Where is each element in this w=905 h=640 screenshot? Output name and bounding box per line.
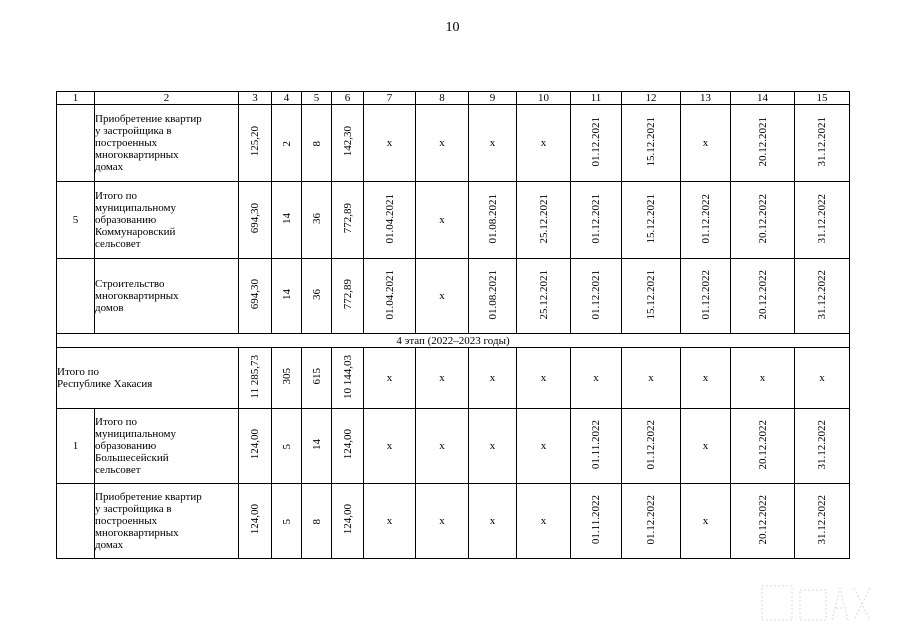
value-cell	[239, 105, 272, 182]
value-cell	[517, 484, 571, 559]
cell-value: 124,00	[249, 429, 261, 460]
value-cell	[272, 484, 302, 559]
header-cell: 7	[364, 92, 416, 105]
value-cell	[332, 182, 364, 259]
cell-value: 36	[310, 213, 323, 224]
stage-title: 4 этап (2022–2023 годы)	[57, 334, 850, 348]
header-row	[57, 92, 850, 105]
table-row	[57, 409, 850, 484]
table-row	[57, 259, 850, 334]
row-number	[57, 105, 95, 182]
cell-value: 01.08.2021	[486, 193, 499, 244]
value-cell	[364, 484, 416, 559]
header-cell: 15	[795, 92, 850, 105]
value-cell	[622, 105, 681, 182]
value-cell	[795, 409, 850, 484]
value-cell	[517, 409, 571, 484]
cell-value: 01.11.2022	[590, 494, 602, 545]
header-cell: 12	[622, 92, 681, 105]
header-cell: 3	[239, 92, 272, 105]
cell-value: 20.12.2022	[756, 193, 769, 244]
cell-value: x	[386, 372, 393, 384]
value-cell	[469, 105, 517, 182]
value-cell	[239, 259, 272, 334]
cell-value: x	[540, 515, 547, 527]
value-cell	[272, 105, 302, 182]
value-cell	[364, 182, 416, 259]
value-cell	[795, 182, 850, 259]
cell-value: 124,00	[249, 504, 261, 535]
cell-value: x	[439, 214, 445, 226]
cell-value: 25.12.2021	[537, 193, 550, 244]
value-cell	[416, 484, 469, 559]
cell-value: 2	[280, 140, 293, 146]
value-cell	[795, 484, 850, 559]
cell-value: 01.11.2022	[590, 419, 602, 470]
value-cell	[332, 348, 364, 409]
cell-value: 8	[310, 518, 323, 524]
table-row	[57, 182, 850, 259]
cell-value: x	[439, 440, 445, 452]
value-cell	[681, 105, 731, 182]
cell-value: 615	[310, 368, 323, 385]
cell-value: 31.12.2022	[816, 494, 828, 545]
cell-value: 305	[280, 368, 293, 385]
cell-value: x	[386, 515, 393, 527]
cell-value: 14	[280, 213, 293, 224]
value-cell	[517, 182, 571, 259]
value-cell	[332, 105, 364, 182]
schedule-table	[56, 91, 850, 559]
cell-value: x	[386, 137, 393, 149]
value-cell	[302, 182, 332, 259]
cell-value: 01.12.2022	[645, 494, 657, 545]
header-cell: 5	[302, 92, 332, 105]
value-cell	[731, 409, 795, 484]
name-line: у застройщика в	[95, 503, 172, 515]
cell-value: x	[702, 137, 709, 149]
cell-value: x	[648, 372, 654, 384]
name-line: Приобретение квартир	[95, 113, 202, 125]
cell-value: 01.04.2021	[383, 269, 396, 320]
stage-row	[57, 334, 850, 348]
header-cell: 6	[332, 92, 364, 105]
value-cell	[681, 409, 731, 484]
cell-value: 01.08.2021	[486, 269, 499, 320]
value-cell	[571, 409, 622, 484]
header-cell: 10	[517, 92, 571, 105]
row-number: 5	[57, 182, 95, 259]
value-cell	[364, 105, 416, 182]
value-cell	[272, 182, 302, 259]
value-cell	[795, 348, 850, 409]
cell-value: 31.12.2021	[816, 116, 828, 167]
name-line: муниципальному	[95, 428, 177, 440]
cell-value: 31.12.2022	[816, 193, 828, 244]
name-line: многоквартирных	[95, 290, 179, 302]
cell-value: 694,30	[249, 279, 261, 310]
value-cell	[731, 105, 795, 182]
value-cell	[795, 259, 850, 334]
cell-value: 36	[310, 289, 323, 300]
value-cell	[416, 259, 469, 334]
cell-value: 15.12.2021	[645, 269, 657, 320]
cell-value: 15.12.2021	[645, 116, 657, 167]
cell-value: 31.12.2022	[816, 269, 828, 320]
cell-value: 20.12.2022	[756, 419, 769, 470]
cell-value: x	[702, 440, 709, 452]
cell-value: x	[540, 372, 547, 384]
header-cell: 9	[469, 92, 517, 105]
name-line: Приобретение квартир	[95, 491, 202, 503]
row-name	[95, 409, 239, 484]
cell-value: 125,20	[249, 126, 261, 157]
value-cell	[681, 484, 731, 559]
value-cell	[731, 484, 795, 559]
value-cell	[681, 182, 731, 259]
header-cell: 11	[571, 92, 622, 105]
cell-value: x	[489, 372, 496, 384]
cell-value: x	[439, 372, 445, 384]
name-line: многоквартирных	[95, 527, 179, 539]
name-line: домах	[95, 161, 124, 173]
name-line: сельсовет	[95, 464, 141, 476]
cell-value: 694,30	[249, 203, 261, 234]
value-cell	[272, 259, 302, 334]
name-line: образованию	[95, 214, 157, 226]
header-cell: 13	[681, 92, 731, 105]
value-cell	[302, 259, 332, 334]
cell-value: x	[439, 290, 445, 302]
faint-stamp-mark	[760, 580, 875, 626]
value-cell	[239, 484, 272, 559]
cell-value: 11 285,73	[249, 354, 261, 399]
value-cell	[239, 182, 272, 259]
value-cell	[302, 409, 332, 484]
cell-value: 10 144,03	[341, 354, 354, 399]
value-cell	[239, 409, 272, 484]
value-cell	[517, 348, 571, 409]
cell-value: 14	[280, 289, 293, 300]
value-cell	[731, 259, 795, 334]
name-line: многоквартирных	[95, 149, 179, 161]
cell-value: x	[759, 372, 766, 384]
name-line: Республике Хакасия	[57, 378, 153, 390]
name-line: Строительство	[95, 278, 165, 290]
value-cell	[622, 484, 681, 559]
value-cell	[416, 348, 469, 409]
cell-value: 01.12.2021	[590, 269, 602, 320]
cell-value: x	[439, 137, 445, 149]
value-cell	[571, 105, 622, 182]
name-line: Итого по	[95, 190, 137, 202]
value-cell	[469, 182, 517, 259]
cell-value: 772,89	[341, 203, 354, 234]
value-cell	[416, 105, 469, 182]
row-name	[57, 348, 239, 409]
header-cell: 14	[731, 92, 795, 105]
cell-value: x	[819, 372, 825, 384]
cell-value: 20.12.2021	[756, 116, 769, 167]
cell-value: x	[702, 515, 709, 527]
table-row	[57, 348, 850, 409]
value-cell	[681, 259, 731, 334]
cell-value: 01.12.2021	[590, 116, 602, 167]
name-line: сельсовет	[95, 238, 141, 250]
value-cell	[571, 348, 622, 409]
table-row	[57, 105, 850, 182]
value-cell	[364, 348, 416, 409]
cell-value: 01.12.2021	[590, 193, 602, 244]
value-cell	[571, 484, 622, 559]
value-cell	[571, 182, 622, 259]
value-cell	[416, 409, 469, 484]
row-name	[95, 105, 239, 182]
value-cell	[364, 259, 416, 334]
row-name	[95, 182, 239, 259]
header-cell: 8	[416, 92, 469, 105]
header-cell: 1	[57, 92, 95, 105]
value-cell	[517, 105, 571, 182]
cell-value: 5	[280, 518, 293, 524]
value-cell	[469, 409, 517, 484]
table-row	[57, 484, 850, 559]
name-line: домах	[95, 539, 124, 551]
value-cell	[302, 484, 332, 559]
cell-value: 124,00	[341, 429, 354, 460]
cell-value: 142,30	[341, 126, 354, 157]
name-line: Итого по	[57, 366, 99, 378]
row-name	[95, 259, 239, 334]
value-cell	[332, 484, 364, 559]
value-cell	[795, 105, 850, 182]
value-cell	[364, 409, 416, 484]
row-name	[95, 484, 239, 559]
value-cell	[469, 259, 517, 334]
value-cell	[239, 348, 272, 409]
value-cell	[622, 259, 681, 334]
cell-value: 01.12.2022	[699, 269, 712, 320]
name-line: у застройщика в	[95, 125, 172, 137]
row-number	[57, 259, 95, 334]
cell-value: x	[489, 440, 496, 452]
value-cell	[469, 484, 517, 559]
cell-value: x	[489, 515, 496, 527]
cell-value: 25.12.2021	[537, 269, 550, 320]
cell-value: x	[439, 515, 445, 527]
value-cell	[302, 348, 332, 409]
value-cell	[469, 348, 517, 409]
name-line: Большесейский	[95, 452, 169, 464]
value-cell	[731, 182, 795, 259]
value-cell	[571, 259, 622, 334]
name-line: Итого по	[95, 416, 137, 428]
value-cell	[332, 259, 364, 334]
name-line: муниципальному	[95, 202, 177, 214]
header-cell: 2	[95, 92, 239, 105]
value-cell	[302, 105, 332, 182]
value-cell	[622, 348, 681, 409]
cell-value: 31.12.2022	[816, 419, 828, 470]
cell-value: x	[540, 137, 547, 149]
value-cell	[332, 409, 364, 484]
value-cell	[517, 259, 571, 334]
cell-value: x	[386, 440, 393, 452]
cell-value: x	[593, 372, 599, 384]
value-cell	[272, 348, 302, 409]
value-cell	[681, 348, 731, 409]
row-number	[57, 484, 95, 559]
cell-value: 772,89	[341, 279, 354, 310]
cell-value: 124,00	[341, 504, 354, 535]
cell-value: x	[540, 440, 547, 452]
name-line: построенных	[95, 515, 158, 527]
name-line: Коммунаровский	[95, 226, 176, 238]
cell-value: 14	[310, 439, 323, 450]
cell-value: 01.12.2022	[699, 193, 712, 244]
cell-value: 8	[310, 140, 323, 146]
cell-value: 01.12.2022	[645, 419, 657, 470]
value-cell	[416, 182, 469, 259]
value-cell	[622, 182, 681, 259]
page-number: 10	[445, 20, 460, 35]
cell-value: 20.12.2022	[756, 494, 769, 545]
cell-value: x	[489, 137, 496, 149]
row-number: 1	[57, 409, 95, 484]
value-cell	[731, 348, 795, 409]
value-cell	[272, 409, 302, 484]
cell-value: 15.12.2021	[645, 193, 657, 244]
name-line: построенных	[95, 137, 158, 149]
name-line: образованию	[95, 440, 157, 452]
value-cell	[622, 409, 681, 484]
name-line: домов	[95, 302, 124, 314]
cell-value: 5	[280, 443, 293, 449]
header-cell: 4	[272, 92, 302, 105]
cell-value: 01.04.2021	[383, 193, 396, 244]
cell-value: x	[702, 372, 709, 384]
cell-value: 20.12.2022	[756, 269, 769, 320]
